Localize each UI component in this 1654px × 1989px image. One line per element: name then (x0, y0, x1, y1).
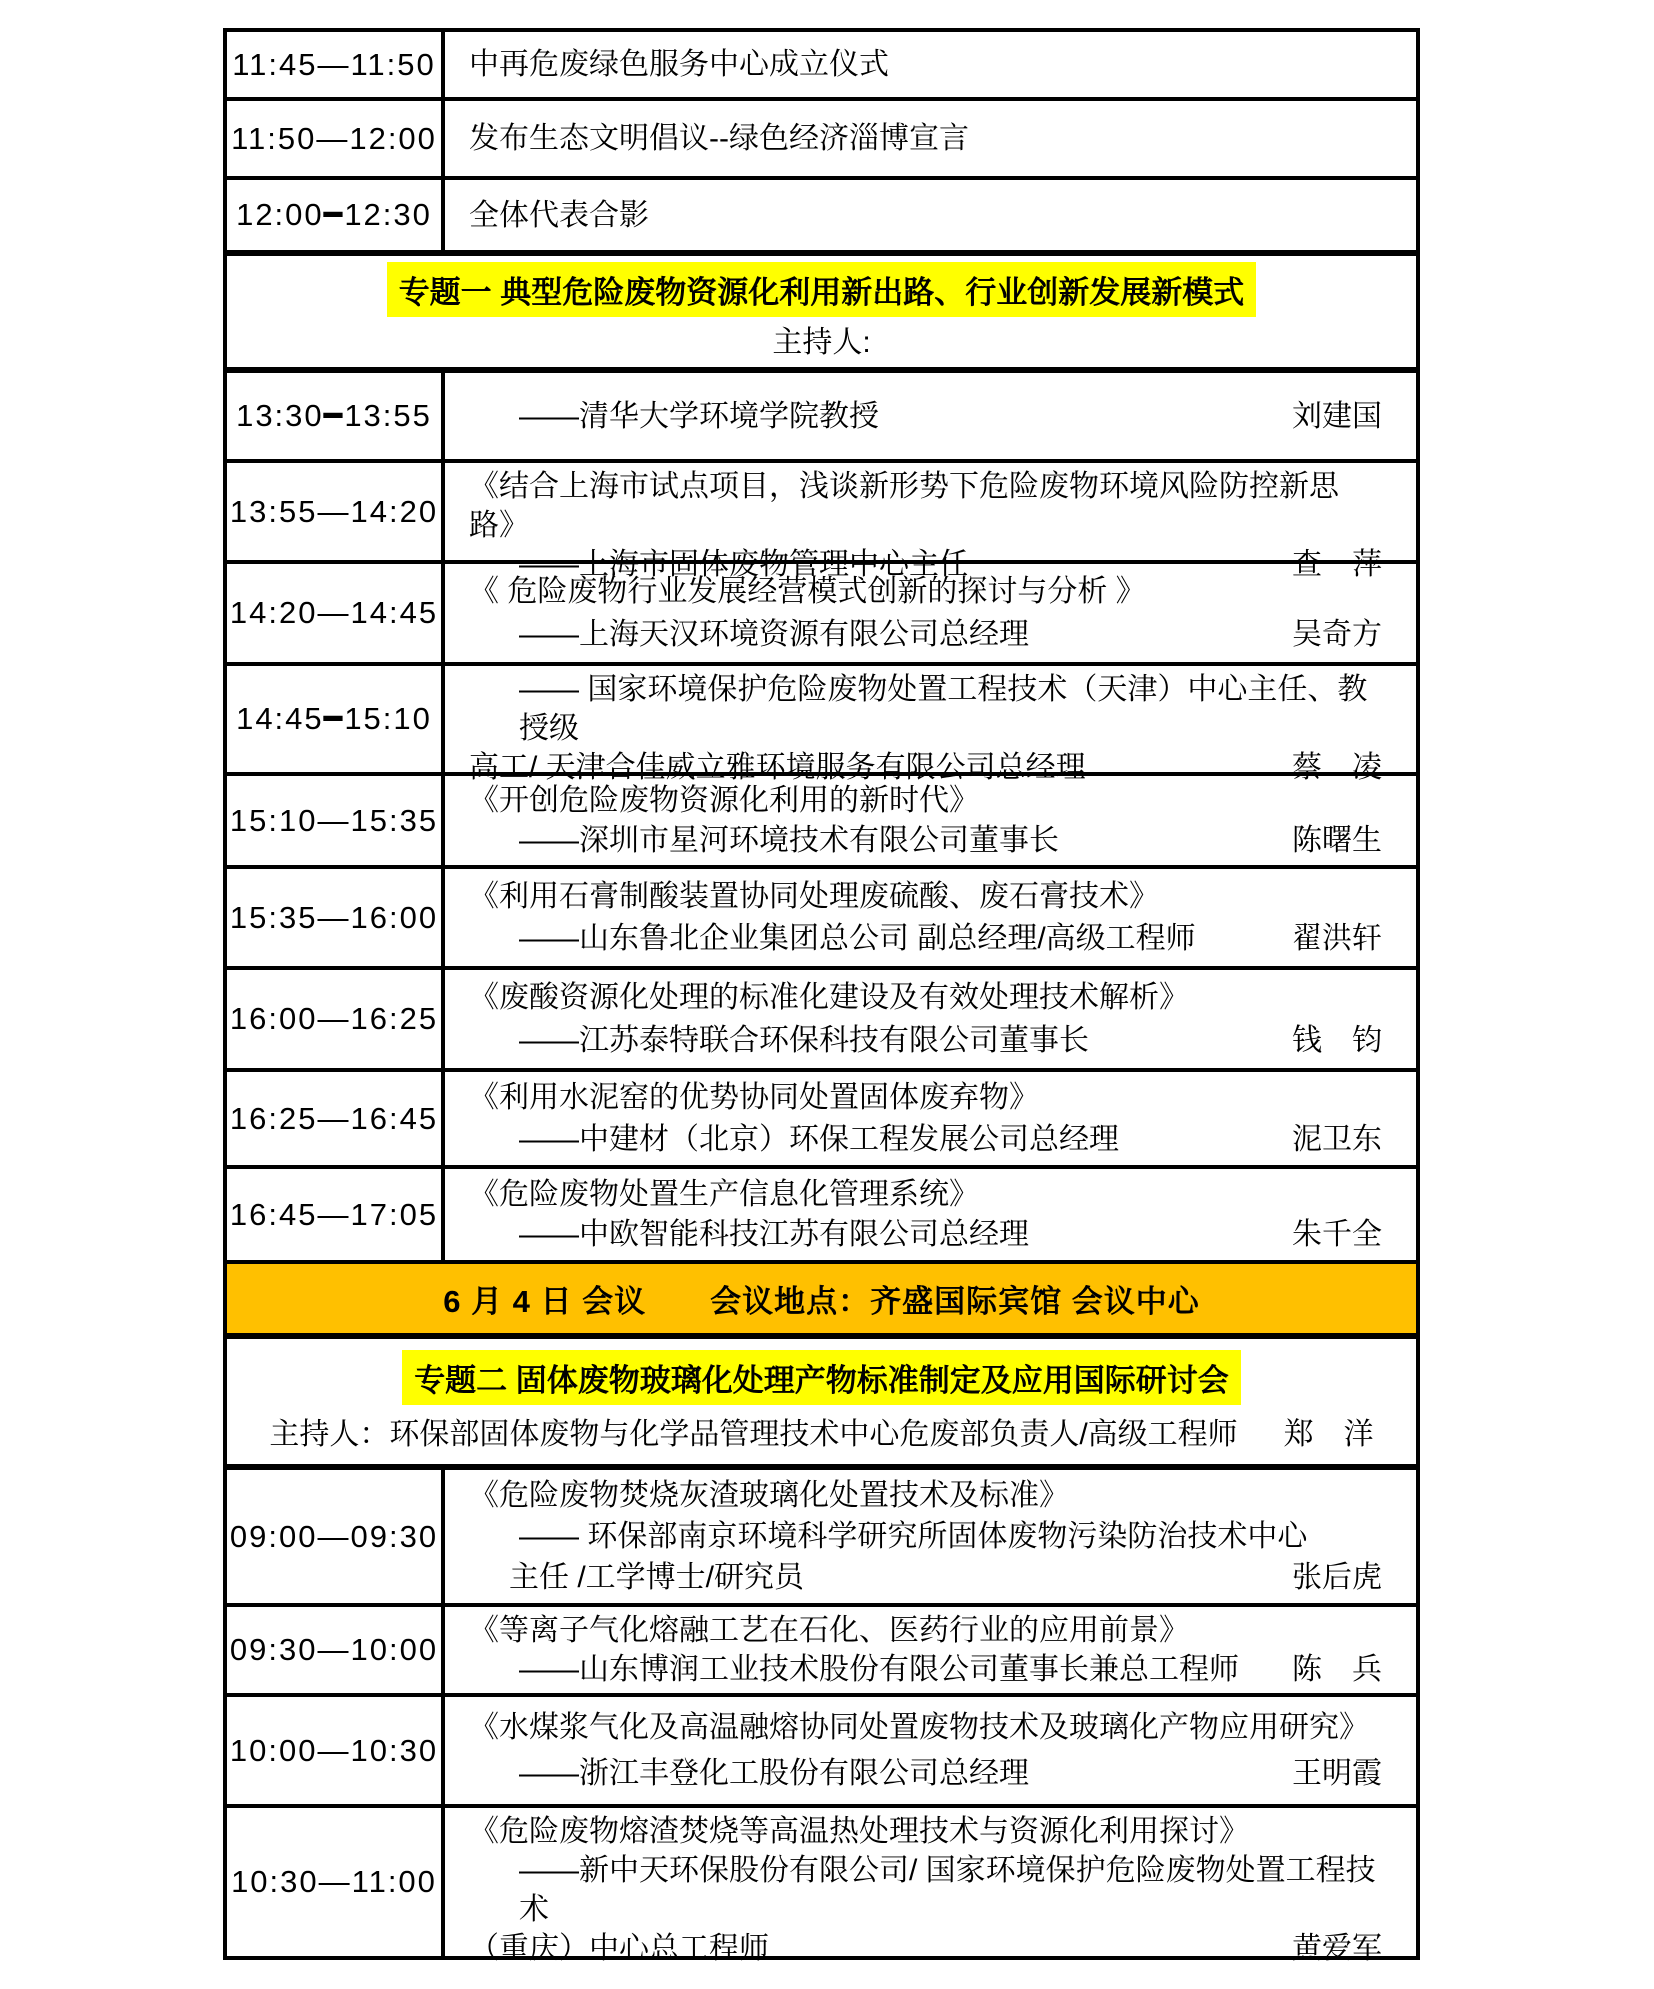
talk-title: 《利用石膏制酸装置协同处理废硫酸、废石膏技术》 (469, 879, 1159, 913)
talk-title: 《开创危险废物资源化利用的新时代》 (469, 784, 979, 817)
table-row (227, 1808, 1416, 1965)
session2-moderator-label: 主持人：环保部固体废物与化学品管理技术中心危废部负责人/高级工程师 (269, 1418, 1238, 1452)
table-row (227, 1607, 1416, 1697)
time-cell: 13:30━13:55 (227, 373, 445, 459)
talk-title: 《等离子气化熔融工艺在石化、医药行业的应用前景》 (469, 1614, 1189, 1647)
activity-text: 全体代表合影 (469, 198, 649, 232)
time-cell: 13:55—14:20 (227, 463, 445, 560)
session1-header (227, 256, 1416, 373)
table-row (227, 970, 1416, 1072)
date-banner-text: 6 月 4 日 会议 会议地点：齐盛国际宾馆 会议中心 (443, 1284, 1200, 1319)
talk-title: 《水煤浆气化及高温融熔协同处置废物技术及玻璃化产物应用研究》 (469, 1711, 1369, 1744)
table-row (227, 1697, 1416, 1808)
talk-org: ——上海天汉环境资源有限公司总经理 (519, 618, 1029, 651)
talk-title: 《废酸资源化处理的标准化建设及有效处理技术解析》 (469, 981, 1189, 1014)
table-row (227, 564, 1416, 666)
talk-title: 《危险废物熔渣焚烧等高温热处理技术与资源化利用探讨》 (469, 1815, 1249, 1848)
time-cell: 11:50—12:00 (227, 101, 445, 176)
talk-org: （重庆）中心总工程师 (469, 1932, 769, 1965)
speaker-name: 钱 钧 (1292, 1024, 1382, 1057)
talk-org: ——浙江丰登化工股份有限公司总经理 (519, 1757, 1029, 1790)
time-cell: 10:30—11:00 (227, 1808, 445, 1956)
table-row (227, 869, 1416, 970)
activity-text: 发布生态文明倡议--绿色经济淄博宣言 (469, 122, 969, 155)
speaker-name: 刘建国 (1292, 399, 1382, 433)
talk-org: ——山东博润工业技术股份有限公司董事长兼总工程师 (519, 1653, 1239, 1686)
activity-text: 中再危废绿色服务中心成立仪式 (469, 48, 889, 81)
talk-title: 《 危险废物行业发展经营模式创新的探讨与分析 》 (469, 575, 1146, 608)
time-cell: 14:45━15:10 (227, 666, 445, 772)
table-row (227, 32, 1416, 101)
talk-org: 主任 /工学博士/研究员 (509, 1561, 805, 1594)
table-row (227, 180, 1416, 256)
time-cell: 10:00—10:30 (227, 1697, 445, 1804)
speaker-name: 泥卫东 (1292, 1122, 1382, 1156)
talk-org: ——上海市固体废物管理中心主任 (519, 548, 969, 581)
table-row (227, 463, 1416, 581)
talk-org: ——深圳市星河环境技术有限公司董事长 (519, 824, 1059, 857)
talk-title: 《结合上海市试点项目，浅谈新形势下危险废物环境风险防控新思路》 (469, 470, 1339, 542)
speaker-name: 黄爱军 (1292, 1932, 1382, 1965)
time-cell: 15:35—16:00 (227, 869, 445, 966)
speaker-name: 陈 兵 (1292, 1653, 1382, 1686)
talk-title: 《危险废物焚烧灰渣玻璃化处置技术及标准》 (469, 1479, 1069, 1512)
speaker-name: 朱千全 (1292, 1218, 1382, 1252)
table-row (227, 1169, 1416, 1264)
talk-org: ——中欧智能科技江苏有限公司总经理 (519, 1218, 1029, 1252)
talk-org: ——江苏泰特联合环保科技有限公司董事长 (519, 1024, 1089, 1057)
speaker-name: 吴奇方 (1292, 618, 1382, 651)
table-row (227, 776, 1416, 869)
table-row (227, 373, 1416, 463)
speaker-name: 王明霞 (1292, 1757, 1382, 1790)
time-cell: 14:20—14:45 (227, 564, 445, 662)
speaker-name: 陈曙生 (1292, 824, 1382, 857)
speaker-name: 张后虎 (1292, 1561, 1382, 1594)
time-cell: 15:10—15:35 (227, 776, 445, 865)
talk-org: —— 环保部南京环境科学研究所固体废物污染防治技术中心 (519, 1520, 1308, 1553)
time-cell: 11:45—11:50 (227, 32, 445, 97)
time-cell: 12:00━12:30 (227, 180, 445, 250)
time-cell: 16:45—17:05 (227, 1169, 445, 1260)
session1-moderator-label: 主持人: (772, 326, 871, 359)
table-row (227, 101, 1416, 180)
talk-org: ——清华大学环境学院教授 (519, 399, 879, 433)
talk-title: 《利用水泥窑的优势协同处置固体废弃物》 (469, 1081, 1039, 1115)
talk-org: 高工/ 天津合佳威立雅环境服务有限公司总经理 (469, 751, 1086, 784)
time-cell: 16:25—16:45 (227, 1072, 445, 1165)
table-row (227, 666, 1416, 784)
talk-org: ——新中天环保股份有限公司/ 国家环境保护危险废物处置工程技术 (519, 1854, 1376, 1926)
speaker-name: 翟洪轩 (1292, 922, 1382, 956)
time-cell: 16:00—16:25 (227, 970, 445, 1068)
session2-title-highlight: 专题二 固体废物玻璃化处理产物标准制定及应用国际研讨会 (402, 1350, 1241, 1405)
speaker-name: 蔡 凌 (1292, 751, 1382, 784)
talk-org: ——山东鲁北企业集团总公司 副总经理/高级工程师 (519, 922, 1196, 956)
session2-header (227, 1339, 1416, 1470)
agenda-table (223, 28, 1420, 1965)
session1-title-highlight: 专题一 典型危险废物资源化利用新出路、行业创新发展新模式 (387, 262, 1257, 317)
session2-moderator-name: 郑 洋 (1283, 1418, 1374, 1452)
time-cell: 09:00—09:30 (227, 1470, 445, 1603)
talk-org: —— 国家环境保护危险废物处置工程技术（天津）中心主任、教授级 (519, 673, 1368, 745)
table-row (227, 1072, 1416, 1169)
date-banner (227, 1264, 1416, 1339)
talk-org: ——中建材（北京）环保工程发展公司总经理 (519, 1122, 1119, 1156)
table-row (227, 1470, 1416, 1607)
talk-title: 《危险废物处置生产信息化管理系统》 (469, 1177, 979, 1211)
speaker-name: 查 萍 (1292, 548, 1382, 581)
time-cell: 09:30—10:00 (227, 1607, 445, 1693)
